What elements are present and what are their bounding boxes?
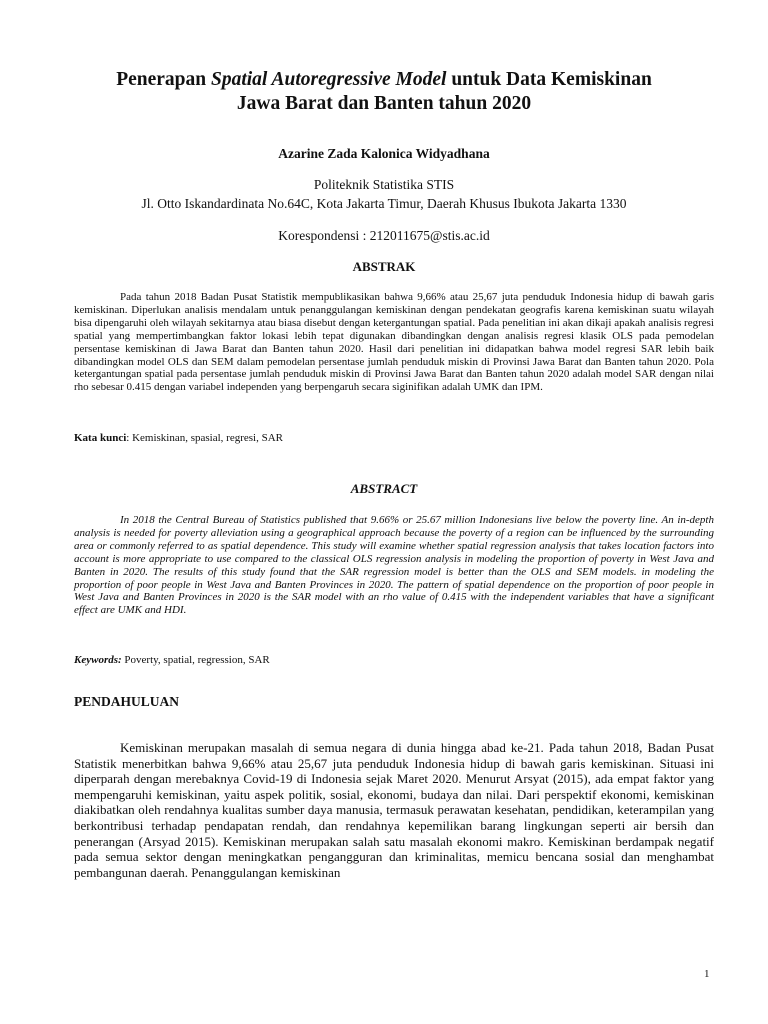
section-body: Kemiskinan merupakan masalah di semua negara di dunia hingga abad ke-21. Pada tahun 2018, Badan Pusat Statistik menerbitkan bahwa 9,66% atau 25,67 juta penduduk Indonesia hidup di bawah garis kemiskinan. Situasi ini diperparah dengan merebaknya Covid-19 di Indonesia sejak Maret 2020. Menurut Arsyat (2015), ada empat faktor yang mempengaruhi kemiskinan, yaitu aspek politik, sosial, ekonomi, budaya dan nilai. Dari perspektif ekonomi, kemiskinan diakibatkan oleh rendahnya kualitas sumber daya manusia, termasuk perawatan kesehatan, pendidikan, keterampilan yang berkontribusi terhadap pendapatan rendah, dan rendahnya kepemilikan barang lingkungan seperti air bersih dan penerangan (Arsyad 2015). Kemiskinan merupakan salah satu masalah ekonomi makro. Kemiskinan berdampak negatif pada semua sektor dengan meningkatkan pengangguran dan kriminalitas, memicu bencana sosial dan menghambat pembangunan daerah. Penanggulangan kemiskinan — [74, 740, 714, 880]
abstrak-heading: ABSTRAK — [352, 259, 416, 274]
title-part2: untuk Data Kemiskinan — [446, 69, 652, 90]
title-line2: Jawa Barat dan Banten tahun 2020 — [236, 93, 532, 114]
keywords-value: : Kemiskinan, spasial, regresi, SAR — [126, 432, 283, 444]
title-part1: Penerapan — [116, 69, 211, 90]
section-heading: PENDAHULUAN — [74, 694, 180, 709]
keywords-label-en: Keywords: — [74, 654, 122, 666]
abstract-heading: ABSTRACT — [350, 481, 418, 496]
address: Jl. Otto Iskandardinata No.64C, Kota Jakarta Timur, Daerah Khusus Ibukota Jakarta 1330 — [141, 196, 627, 211]
title-italic: Spatial Autoregressive Model — [210, 69, 447, 90]
keywords-label: Kata kunci — [74, 432, 127, 444]
abstract-keywords — [74, 654, 714, 666]
abstract-text: In 2018 the Central Bureau of Statistics published that 9.66% or 25.67 million Indonesians live below the poverty line. An in-depth analysis is needed for poverty alleviation using a geographical approach because the poverty of a region can be influenced by the surrounding area or commonly referred to as spatial dependence. This study will examine whether spatial regression analysis that takes location factors into account is more appropriate to use compared to the classical OLS regression analysis in modeling the proportion of poverty in West Java and Banten in 2020. The results of this study found that the SAR regression model is better than the OLS and SEM models. in modeling the proportion of poor people in West Java and Banten Provinces in 2020. The pattern of spatial dependence on the proportion of poor people in West Java and Banten Provinces in 2020 is the SAR model with an rho value of 0.415 with the independent variables that have a significant effect are UMK and HDI. — [74, 514, 714, 617]
abstrak-text: Pada tahun 2018 Badan Pusat Statistik mempublikasikan bahwa 9,66% atau 25,67 juta penduduk Indonesia hidup di bawah garis kemiskinan. Diperlukan analisis mendalam untuk penanggulangan kemiskinan dengan pendekatan geografis karena kemiskinan suatu wilayah bisa dipengaruhi oleh wilayah sekitarnya atau biasa disebut dengan ketergantungan spatial. Pada penelitian ini akan dikaji apakah analisis regresi spatial yang mempertimbangkan faktor lokasi lebih tepat digunakan dibandingkan dengan analisis regresi klasik OLS pada pemodelan persentase kemiskinan di Jawa Barat dan Banten tahun 2020. Hasil dari penelitian ini didapatkan bahwa model regresi SAR lebih baik dibandingkan model OLS dan SEM dalam pemodelan persentase jumlah penduduk miskin di Provinsi Jawa Barat dan Banten tahun 2020. Pola ketergantungan spatial pada persentase jumlah penduduk miskin di Provinsi Jawa Barat dan Banten tahun 2020 adalah model SAR dengan nilai rho sebesar 0.415 dengan variabel independen yang berpengaruh secara siginifikan adalah UMK dan IPM. — [74, 291, 714, 394]
keywords-value-en: Poverty, spatial, regression, SAR — [121, 654, 270, 666]
affiliation — [40, 175, 728, 213]
author-name: Azarine Zada Kalonica Widyadhana — [278, 146, 490, 161]
paper-title — [60, 68, 708, 116]
correspondence: Korespondensi : 212011675@stis.ac.id — [278, 228, 490, 243]
page-number: 1 — [704, 968, 710, 980]
abstrak-keywords — [74, 432, 714, 444]
institution: Politeknik Statistika STIS — [313, 177, 455, 192]
